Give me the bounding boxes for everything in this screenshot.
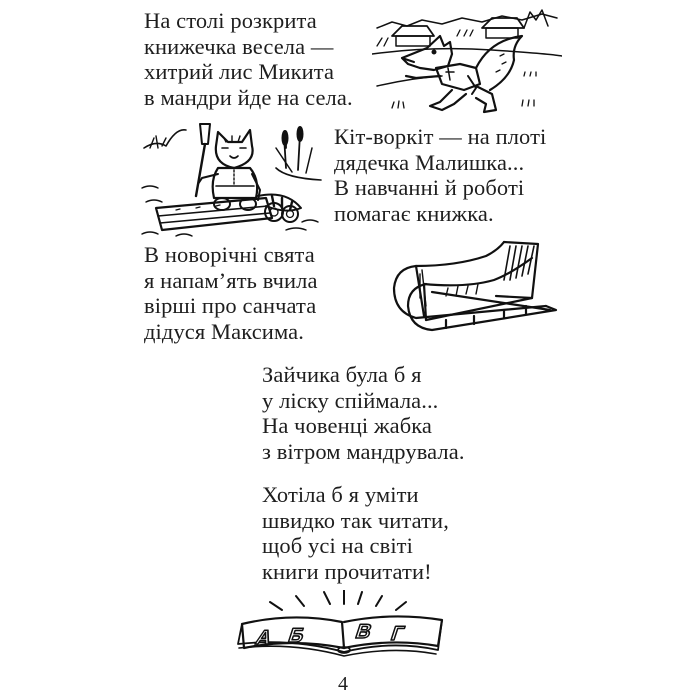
poem-line: у ліску спіймала... (262, 387, 439, 413)
poem-line: я напам’ять вчила (144, 267, 318, 293)
poem-line: в мандри йде на села. (144, 84, 353, 110)
poem-line: вірші про санчата (144, 293, 317, 318)
poem-line: книжечка весела — (144, 33, 334, 59)
poem-line: Хотіла б я уміти (262, 482, 419, 507)
page-number: 4 (338, 673, 348, 695)
book-letter: В (352, 620, 375, 643)
poem-line: На човенці жабка (262, 413, 433, 438)
poem-line: книги прочитати! (262, 558, 432, 584)
sled-illustration (386, 236, 558, 336)
poem-line: помагає книжка. (334, 200, 494, 226)
fox-illustration (372, 6, 562, 116)
poem-line: На столі розкрита (144, 8, 317, 33)
book-letter: Б (285, 624, 308, 647)
poem-line: швидко так читати, (262, 507, 449, 533)
book-letter: А (252, 626, 275, 649)
poem-line: щоб усі на світі (262, 533, 413, 558)
poem-line: з вітром мандрувала. (262, 438, 465, 464)
open-book-illustration (232, 590, 452, 662)
stanza-read (262, 482, 449, 584)
poem-line: дядечка Малишка... (334, 149, 525, 175)
stanza-cat (334, 124, 546, 226)
poem-line: Зайчика була б я (262, 362, 422, 387)
poem-line: В новорічні свята (144, 242, 315, 267)
cat-raft-illustration (136, 118, 326, 240)
book-letter: Г (388, 622, 407, 645)
stanza-fox (144, 8, 353, 110)
poem-line: Кіт-воркіт — на плоті (334, 124, 547, 149)
poem-line: хитрий лис Микита (144, 59, 335, 84)
stanza-frog (262, 362, 465, 464)
poem-line: дідуся Максима. (144, 318, 304, 344)
stanza-sled (144, 242, 318, 344)
poem-line: В навчанні й роботі (334, 175, 525, 200)
